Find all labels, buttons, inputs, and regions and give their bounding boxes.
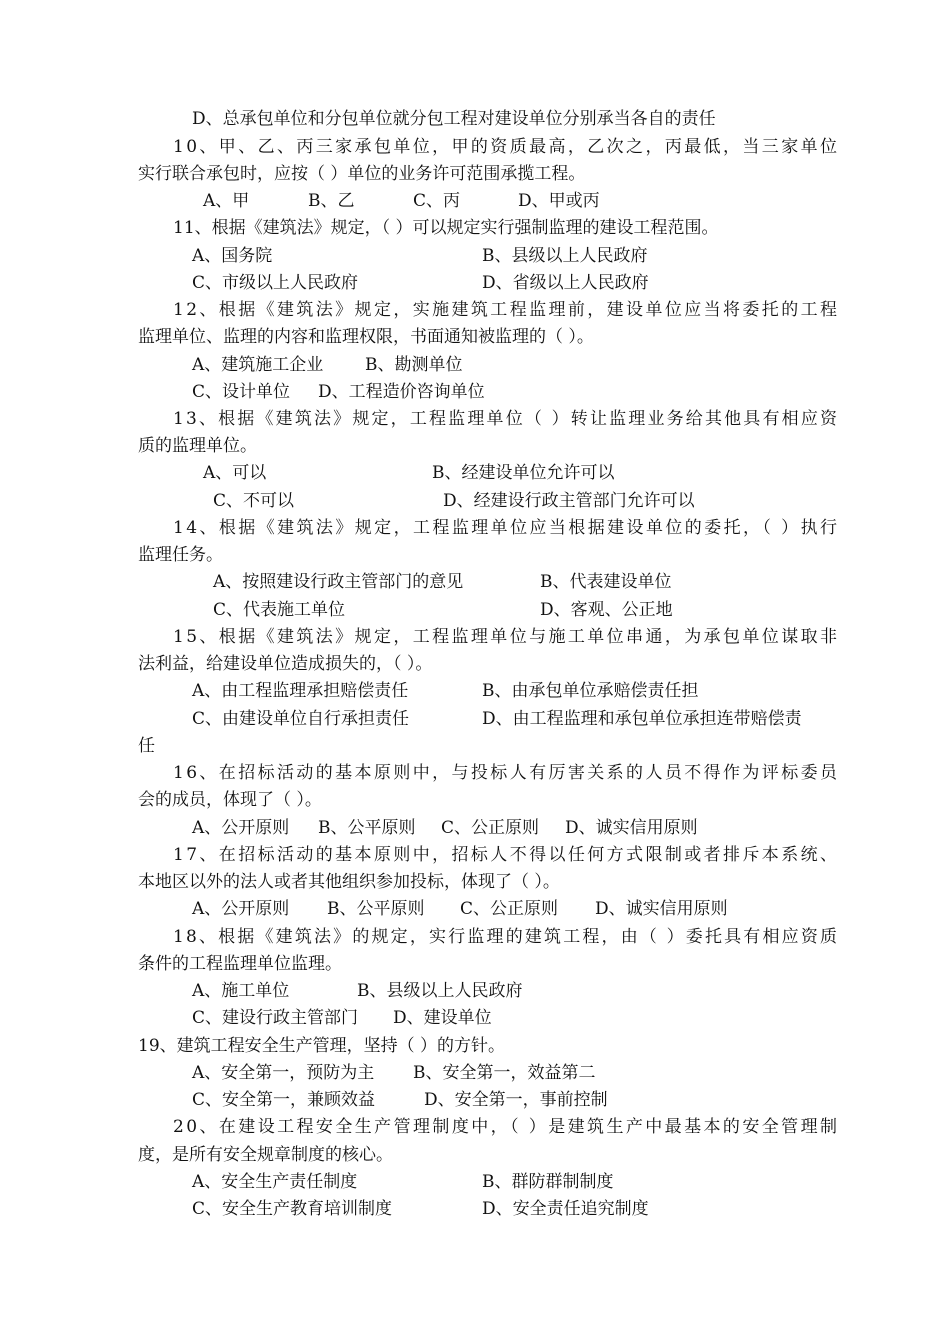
text-line: A、甲 (203, 191, 250, 211)
text-line: A、国务院 (192, 246, 273, 266)
text-line: C、市级以上人民政府 (192, 273, 359, 293)
text-line: 20、在建设工程安全生产管理制度中，（ ）是建筑生产中最基本的安全管理制 (173, 1117, 840, 1137)
text-line: B、经建设单位允许可以 (432, 463, 615, 483)
text-line: C、设计单位 (192, 382, 291, 402)
text-line: B、安全第一，效益第二 (413, 1063, 596, 1083)
text-line: 条件的工程监理单位监理。 (138, 954, 342, 974)
text-line: 监理任务。 (138, 545, 223, 565)
text-line: D、总承包单位和分包单位就分包工程对建设单位分别承当各自的责任 (192, 109, 716, 129)
text-line: C、由建设单位自行承担责任 (192, 709, 410, 729)
text-line: B、公平原则 (318, 818, 416, 838)
text-line: A、按照建设行政主管部门的意见 (213, 572, 464, 592)
text-line: D、省级以上人民政府 (482, 273, 649, 293)
text-line: 14、根据《建筑法》规定，工程监理单位应当根据建设单位的委托，（ ）执行 (173, 518, 840, 538)
text-line: C、不可以 (213, 491, 295, 511)
text-line: D、工程造价咨询单位 (318, 382, 485, 402)
text-line: 17、在招标活动的基本原则中，招标人不得以任何方式限制或者排斥本系统、 (173, 845, 840, 865)
text-line: C、安全第一，兼顾效益 (192, 1090, 376, 1110)
text-line: D、建设单位 (393, 1008, 492, 1028)
text-line: A、施工单位 (192, 981, 290, 1001)
text-line: 16、在招标活动的基本原则中，与投标人有厉害关系的人员不得作为评标委员 (173, 763, 840, 783)
text-line: 法利益，给建设单位造成损失的，（ ）。 (138, 654, 433, 674)
text-line: 12、根据《建筑法》规定，实施建筑工程监理前，建设单位应当将委托的工程 (173, 300, 840, 320)
text-line: A、安全生产责任制度 (192, 1172, 358, 1192)
text-line: C、丙 (413, 191, 461, 211)
text-line: 本地区以外的法人或者其他组织参加投标，体现了（ ）。 (138, 872, 560, 892)
text-line: B、县级以上人民政府 (357, 981, 523, 1001)
text-line: D、安全责任追究制度 (482, 1199, 649, 1219)
text-line: 19、建筑工程安全生产管理，坚持（ ）的方针。 (138, 1036, 506, 1056)
text-line: 11、根据《建筑法》规定，（ ）可以规定实行强制监理的建设工程范围。 (173, 218, 719, 238)
text-line: 监理单位、监理的内容和监理权限，书面通知被监理的（ ）。 (138, 327, 594, 347)
text-line: B、县级以上人民政府 (482, 246, 648, 266)
text-line: D、客观、公正地 (540, 600, 673, 620)
text-line: A、公开原则 (192, 899, 290, 919)
text-line: D、诚实信用原则 (595, 899, 728, 919)
text-line: 15、根据《建筑法》规定，工程监理单位与施工单位串通，为承包单位谋取非 (173, 627, 840, 647)
text-line: A、公开原则 (192, 818, 290, 838)
text-line: B、勘测单位 (365, 355, 463, 375)
text-line: A、安全第一，预防为主 (192, 1063, 375, 1083)
text-line: C、公正原则 (441, 818, 540, 838)
text-line: C、代表施工单位 (213, 600, 346, 620)
text-line: A、由工程监理承担赔偿责任 (192, 681, 409, 701)
text-line: C、建设行政主管部门 (192, 1008, 359, 1028)
text-line: 任 (138, 736, 155, 756)
text-line: 10、甲、乙、丙三家承包单位，甲的资质最高，乙次之，丙最低，当三家单位 (173, 137, 840, 157)
text-line: C、安全生产教育培训制度 (192, 1199, 393, 1219)
text-line: A、可以 (203, 463, 267, 483)
text-line: D、诚实信用原则 (565, 818, 698, 838)
text-line: D、安全第一，事前控制 (424, 1090, 608, 1110)
text-line: A、建筑施工企业 (192, 355, 324, 375)
text-line: D、经建设行政主管部门允许可以 (443, 491, 695, 511)
text-line: B、由承包单位承赔偿责任担 (482, 681, 699, 701)
text-line: D、由工程监理和承包单位承担连带赔偿责 (482, 709, 802, 729)
text-line: 会的成员，体现了（ ）。 (138, 790, 322, 810)
text-line: C、公正原则 (460, 899, 559, 919)
text-line: B、乙 (308, 191, 355, 211)
text-line: 13、根据《建筑法》规定，工程监理单位（ ）转让监理业务给其他具有相应资 (173, 409, 840, 429)
text-line: D、甲或丙 (518, 191, 600, 211)
text-line: B、公平原则 (327, 899, 425, 919)
text-line: 实行联合承包时，应按（ ）单位的业务许可范围承揽工程。 (138, 164, 586, 184)
text-line: B、群防群制制度 (482, 1172, 614, 1192)
text-line: B、代表建设单位 (540, 572, 672, 592)
text-line: 质的监理单位。 (138, 436, 257, 456)
text-line: 度，是所有安全规章制度的核心。 (138, 1145, 393, 1165)
text-line: 18、根据《建筑法》的规定，实行监理的建筑工程，由（ ）委托具有相应资质 (173, 927, 840, 947)
